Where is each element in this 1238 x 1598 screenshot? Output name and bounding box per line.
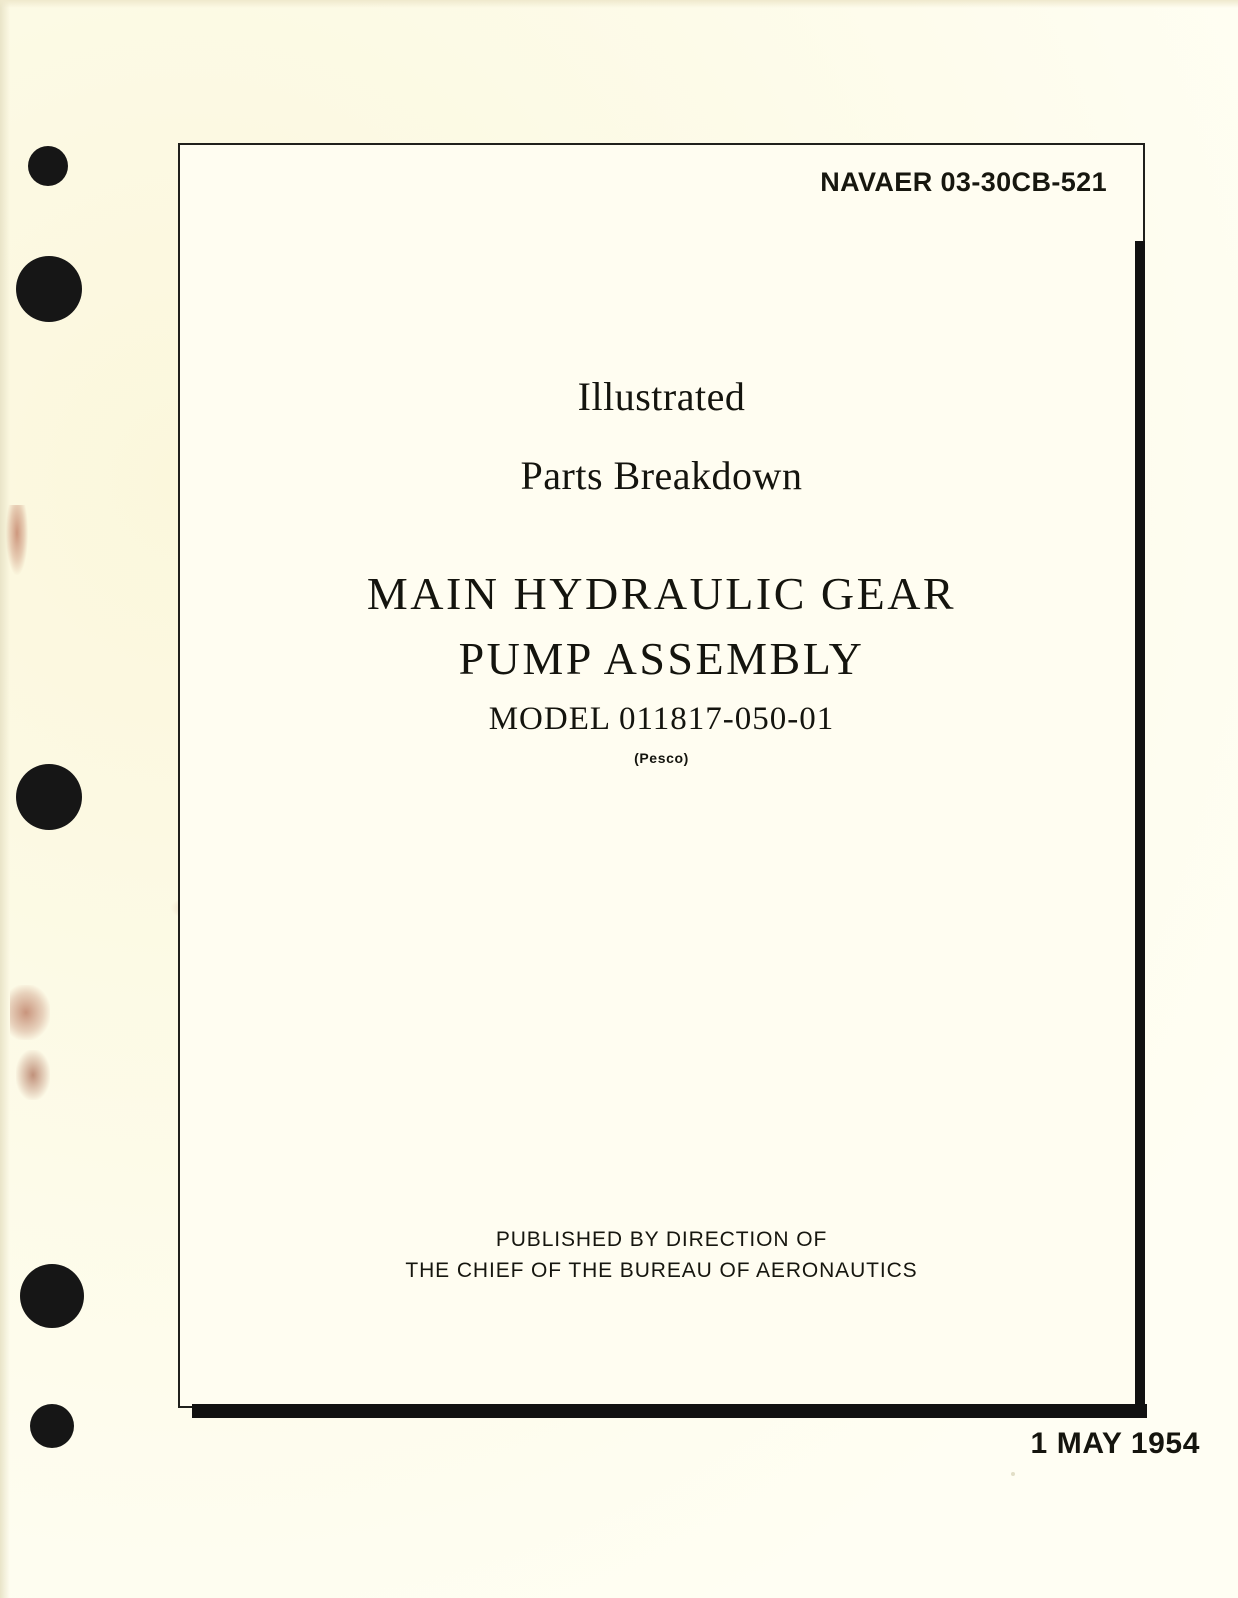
binder-hole — [16, 764, 82, 830]
title-line-parts-breakdown: Parts Breakdown — [520, 453, 803, 498]
publication-number: NAVAER 03-30CB-521 — [820, 167, 1107, 197]
document-plate — [178, 143, 1145, 1408]
print-edge-bar-bottom — [192, 1404, 1147, 1418]
binder-hole — [28, 146, 68, 186]
title-line-illustrated: Illustrated — [577, 374, 746, 419]
publisher-block — [180, 1225, 1143, 1286]
binder-hole — [16, 256, 82, 322]
binder-hole — [20, 1264, 84, 1328]
published-by-line-2: THE CHIEF OF THE BUREAU OF AERONAUTICS — [405, 1258, 918, 1282]
scan-edge-top — [0, 0, 1238, 8]
scan-speck — [1011, 1472, 1015, 1476]
paper-stain — [16, 1050, 50, 1100]
title-block — [180, 373, 1143, 766]
subject-line-2: PUMP ASSEMBLY — [458, 633, 865, 684]
paper-stain — [10, 985, 50, 1040]
model-number: MODEL 011817-050-01 — [488, 701, 835, 737]
subject-line-1: MAIN HYDRAULIC GEAR — [366, 568, 957, 619]
paper-stain — [6, 505, 28, 575]
binder-hole — [30, 1404, 74, 1448]
scan-edge-left — [0, 0, 10, 1598]
publication-date: 1 MAY 1954 — [1030, 1427, 1200, 1460]
manufacturer-name: (Pesco) — [634, 750, 689, 766]
published-by-line-1: PUBLISHED BY DIRECTION OF — [495, 1228, 828, 1252]
